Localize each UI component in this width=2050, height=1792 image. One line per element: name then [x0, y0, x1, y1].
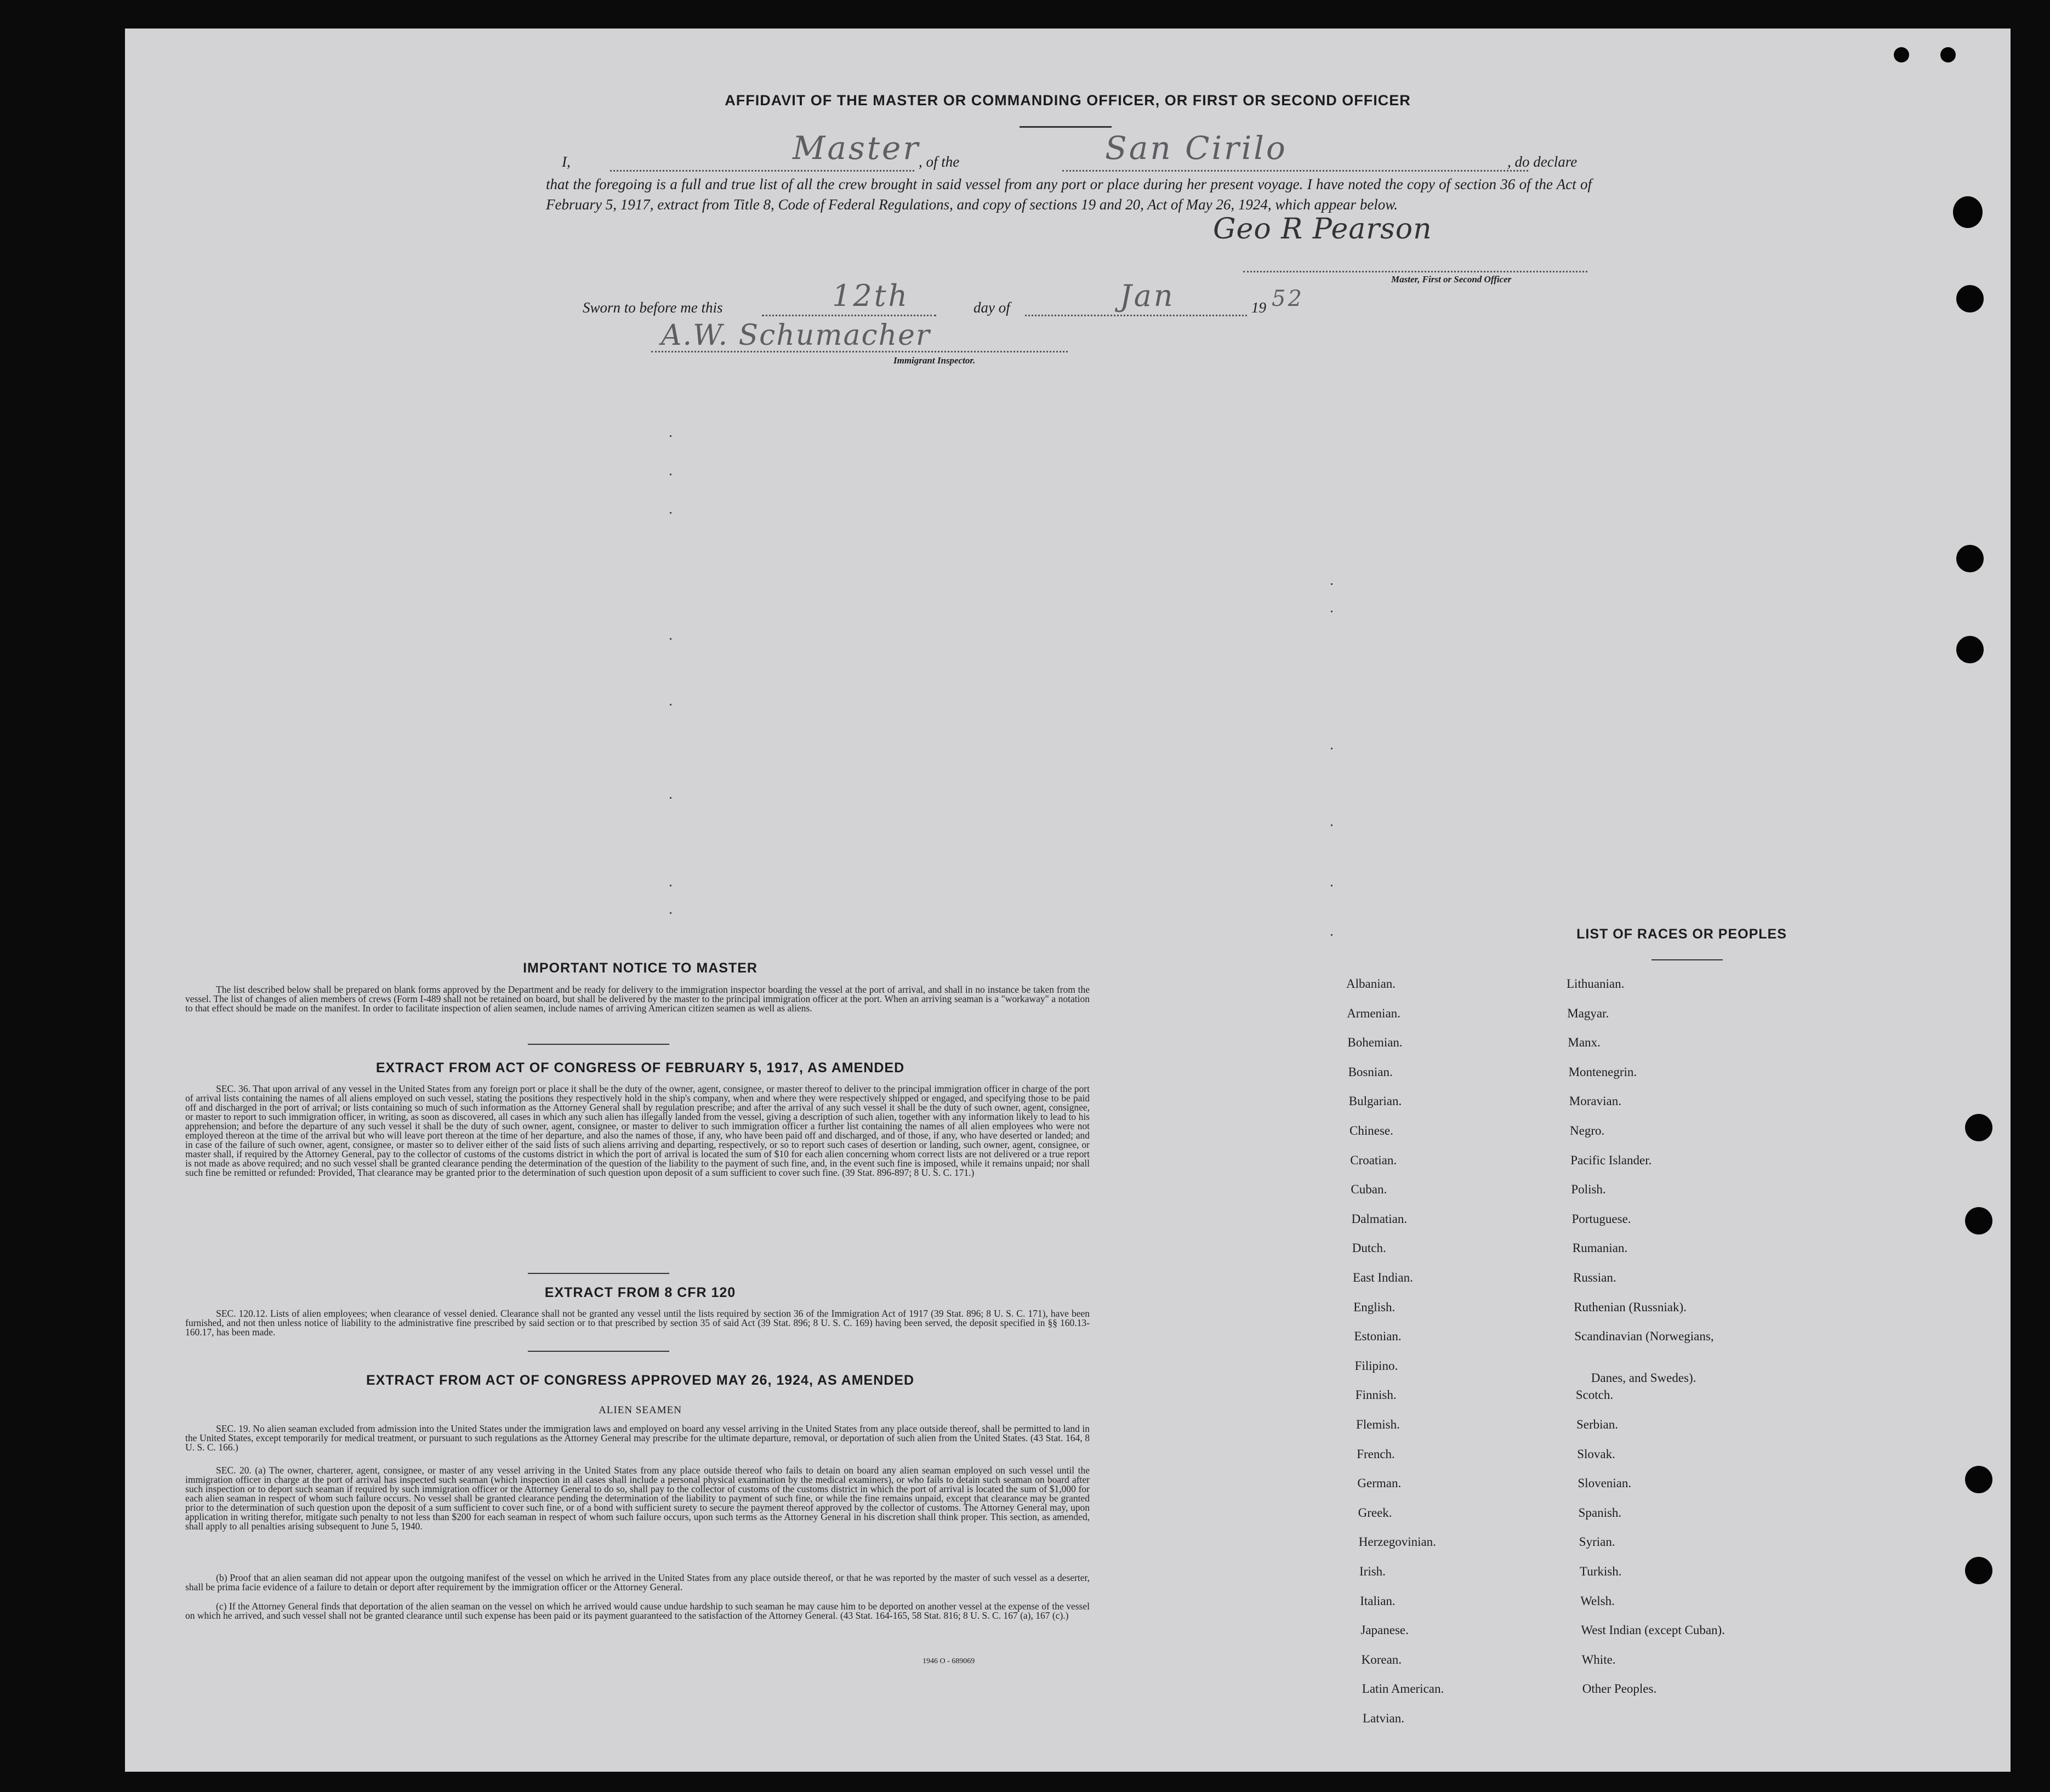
punch-hole: [1953, 196, 1983, 228]
race-item: Cuban.: [1351, 1182, 1387, 1197]
race-item: Magyar.: [1567, 1006, 1609, 1020]
punch-hole: [1956, 285, 1984, 312]
affidavit-title: AFFIDAVIT OF THE MASTER OR COMMANDING OFFICER, OR FIRST OR SECOND OFFICER: [725, 92, 1411, 109]
races-title: LIST OF RACES OR PEOPLES: [1576, 926, 1787, 942]
race-item: Filipino.: [1354, 1358, 1398, 1373]
scan-mark: [1331, 885, 1332, 886]
race-item: West Indian (except Cuban).: [1581, 1623, 1725, 1637]
extract-cfr-title: EXTRACT FROM 8 CFR 120: [544, 1285, 736, 1300]
notice-text: The list described below shall be prepared on blank forms approved by the Department and be ready for delivery to the immigration inspector boarding the vessel at the port of arrival, and shall in no instance be taken from the vessel. The list of changes of alien members of crews (Form I-489 shall not be retained on board, but shall be delivered by the master to the principal immigration officer at the port. When an arriving seaman is a "workaway" a notation to that effect should be made on the manifest. In order to facilitate inspection of alien seamen, include names of arriving American citizen seamen as well as aliens.: [185, 984, 1090, 1014]
race-item: Montenegrin.: [1568, 1065, 1637, 1079]
extract-1924-sec19: SEC. 19. No alien seaman excluded from admission into the United States under the immigration laws and employed on board any vessel arriving in the United States from any place outside thereof, shall be permitted to land in the United States, except temporarily for medical treatment, or pursuant to such regulations as the Attorney General may prescribe for the ultimate departure, removal, or deportation of such alien from the United States. (43 Stat. 164, 8 U. S. C. 166.): [185, 1423, 1090, 1453]
race-item: Negro.: [1570, 1124, 1605, 1137]
master-name-handwritten: Master: [793, 129, 921, 167]
extract-1917-title: EXTRACT FROM ACT OF CONGRESS OF FEBRUARY 5, 1917, AS AMENDED: [375, 1060, 905, 1076]
race-item: East Indian.: [1353, 1271, 1413, 1284]
race-item: Slovak.: [1577, 1447, 1615, 1461]
race-item: Turkish.: [1580, 1565, 1622, 1578]
race-item: Serbian.: [1576, 1418, 1619, 1431]
sworn-month-handwritten: Jan: [1120, 278, 1175, 313]
affidavit-body: that the foregoing is a full and true list of all the crew brought in said vessel from any port or place during her present voyage. I have noted the copy of section 36 of the Act of February 5, 1917, extract from Title 8, Code of Federal Regulations, and copy of sections 19 and 20, Act of May 26, 1924, which appear below.: [546, 176, 1592, 213]
race-item: Spanish.: [1578, 1505, 1622, 1520]
scan-mark: [670, 512, 671, 514]
scan-mark: [1331, 611, 1332, 612]
scan-mark: [1331, 934, 1332, 936]
race-item: Polish.: [1571, 1182, 1606, 1197]
race-item: Estonian.: [1354, 1329, 1402, 1344]
race-item: Russian.: [1573, 1271, 1616, 1284]
race-item: Scotch.: [1575, 1388, 1614, 1402]
scan-mark: [670, 797, 671, 799]
race-item: Greek.: [1358, 1505, 1392, 1520]
punch-hole: [1894, 47, 1909, 62]
punch-hole: [1965, 1557, 1992, 1584]
extract-1924-sec20a: SEC. 20. (a) The owner, charterer, agent, consignee, or master of any vessel arriving in the United States from any place outside thereof who fails to detain on board any alien seaman employed on such vessel until the immigration officer in charge at the port of arrival has inspected such seaman (which inspection in all cases shall include a personal physical examination by the medical examiners), or who fails to detain such seaman on board after such inspection or to deport such seaman if required by such immigration officer or the Attorney General to do so, shall pay to the collector of customs of the customs district in which the port of arrival is located the sum of $1,000 for each alien seaman in respect of whom such failure occurs. No vessel shall be granted clearance pending the determination of the liability to payment of such fine, or while the fine remains unpaid, except that clearance may be granted prior to the determination of such question upon the deposit of a sum sufficient to cover such fine, or of a bond with sufficient surety to secure the payment thereof approved by the collector of customs. The Attorney General may, upon application in writing therefor, mitigate such penalty to not less than $200 for each seaman in respect of whom such failure occurs, upon such terms as the Attorney General in his discretion shall think proper. This section, as amended, shall apply to all penalties arising subsequent to June 5, 1940.: [185, 1465, 1090, 1532]
extract-1924-title: EXTRACT FROM ACT OF CONGRESS APPROVED MAY 26, 1924, AS AMENDED: [366, 1373, 915, 1388]
punch-hole: [1940, 47, 1956, 62]
vessel-field-line: [1062, 170, 1528, 172]
race-item: Dutch.: [1352, 1241, 1386, 1255]
race-item: Armenian.: [1347, 1006, 1400, 1020]
extract-cfr-text: SEC. 120.12. Lists of alien employees; when clearance of vessel denied. Clearance shall not be granted any vessel until the lists required by section 36 of the Immigration Act of 1917 (39 Stat. 896; 8 U. S. C. 171), have been furnished, and not then unless notice of liability to the administrative fine prescribed by said section or to that prescribed by section 35 of said Act (39 Stat. 896; 8 U. S. C. 169) having been served, the deposit specified in §§ 160.13-160.17, has been made.: [185, 1308, 1090, 1338]
sworn-day-line: [762, 315, 936, 316]
scan-mark: [670, 885, 671, 886]
race-item: Portuguese.: [1571, 1211, 1631, 1226]
race-item: Flemish.: [1356, 1418, 1400, 1431]
master-signature-handwritten: Geo R Pearson: [1213, 213, 1432, 246]
inspector-signature-handwritten: A.W. Schumacher: [661, 319, 931, 352]
signature-label: Master, First or Second Officer: [1391, 274, 1512, 285]
signature-line: [1243, 271, 1587, 272]
race-item: French.: [1357, 1447, 1395, 1461]
race-item: German.: [1357, 1476, 1402, 1491]
scan-mark: [1331, 583, 1332, 585]
sworn-year-handwritten: 52: [1272, 286, 1304, 311]
scan-mark: [1331, 748, 1332, 749]
punch-hole: [1956, 636, 1984, 663]
sworn-prefix: Sworn to before me this: [583, 299, 723, 316]
race-item: Rumanian.: [1572, 1241, 1628, 1255]
notice-divider: [528, 1044, 669, 1045]
race-item: Other Peoples.: [1582, 1682, 1657, 1696]
scan-mark: [670, 474, 671, 475]
affidavit-line1-of: , of the: [919, 153, 960, 170]
race-item: Irish.: [1359, 1565, 1386, 1578]
race-item: Syrian.: [1579, 1535, 1615, 1549]
inspector-label: Immigrant Inspector.: [893, 355, 976, 366]
race-item: Italian.: [1360, 1594, 1396, 1608]
scan-mark: [670, 704, 671, 706]
name-field-line: [610, 170, 914, 172]
sworn-day-of: day of: [973, 299, 1010, 316]
races-divider: [1652, 959, 1723, 960]
race-item: Pacific Islander.: [1570, 1153, 1652, 1167]
punch-hole: [1965, 1114, 1992, 1141]
race-item: Bulgarian.: [1348, 1094, 1402, 1108]
print-code: 1946 O - 689069: [922, 1657, 975, 1665]
scan-mark: [670, 912, 671, 914]
race-item: Latin American.: [1362, 1682, 1444, 1696]
race-item: Finnish.: [1355, 1388, 1397, 1402]
race-item: Scandinavian (Norwegians,: [1574, 1329, 1714, 1344]
race-item: White.: [1581, 1652, 1616, 1666]
race-item: Chinese.: [1349, 1124, 1393, 1137]
race-item: Moravian.: [1569, 1094, 1621, 1108]
race-item: Latvian.: [1363, 1711, 1404, 1725]
race-item: Danes, and Swedes).: [1591, 1370, 1696, 1385]
race-item: Croatian.: [1350, 1153, 1397, 1167]
affidavit-line1-prefix: I,: [562, 153, 571, 170]
affidavit-line1-suffix: , do declare: [1507, 153, 1578, 170]
scan-mark: [1331, 824, 1332, 826]
title-divider: [1020, 126, 1112, 128]
scan-mark: [670, 638, 671, 640]
race-item: Korean.: [1361, 1652, 1402, 1666]
notice-title: IMPORTANT NOTICE TO MASTER: [523, 960, 758, 976]
race-item: Slovenian.: [1578, 1476, 1632, 1491]
race-item: Japanese.: [1360, 1623, 1409, 1637]
race-item: English.: [1353, 1300, 1396, 1314]
punch-hole: [1965, 1466, 1992, 1493]
scan-mark: [670, 435, 671, 437]
extract-1917-text: SEC. 36. That upon arrival of any vessel in the United States from any foreign port or place it shall be the duty of the owner, agent, consignee, or master thereof to deliver to the principal immigration officer in charge of the port of arrival lists containing the names of all aliens employed on such vessel, stating the positions they respectively hold in the ship's company, when and where they were respectively shipped or engaged, and specifying those to be paid off and discharged in the port of arrival; or lists containing so much of such information as the Attorney General shall by regulation prescribe; and after the arrival of any such vessel it shall be the duty of such owner, agent, consignee, or master to report to such immigration officer, in writing, as soon as discovered, all cases in which any such alien has illegally landed from the vessel, giving a description of such alien, together with any information likely to lead to his apprehension; and before the departure of any such vessel it shall be the duty of such owner, agent, consignee, or master to deliver to such immigration officer a further list containing the names of all alien employees who were not employed thereon at the time of the arrival but who will leave port thereon at the time of her departure, and also the names of those, if any, who have been paid off and discharged, and of those, if any, who have deserted or landed; and in case of the failure of such owner, agent, consignee, or master so to deliver either of the said lists of such aliens arriving and departing, respectively, or so to report such cases of desertion or landing, such owner, agent, consignee, or master shall, if required by the Attorney General, pay to the collector of customs of the customs district in which the port of arrival is located the sum of $10 for each alien concerning whom correct lists are not delivered or a true report is not made as above required; and no such vessel shall be granted clearance pending the determination of the question of the liability to the payment of such fine, and, in the event such fine is imposed, while it remains unpaid; nor shall such fine be remitted or refunded: Provided, That clearance may be granted prior to the determination of such question upon deposit of a sum sufficient to cover such fine. (39 Stat. 896-897; 8 U. S. C. 171.): [185, 1083, 1090, 1178]
race-item: Bosnian.: [1348, 1065, 1393, 1079]
race-item: Lithuanian.: [1567, 977, 1625, 991]
extract-1924-sec20c: (c) If the Attorney General finds that deportation of the alien seaman on the vessel on which he arrived would cause undue hardship to such seaman he may cause him to be deported on another vessel at the expense of the vessel on which he arrived, and such vessel shall not be granted clearance until such expense has been paid or its payment guaranteed to the satisfaction of the Attorney General. (43 Stat. 164-165, 58 Stat. 816; 8 U. S. C. 167 (a), 167 (c).): [185, 1601, 1090, 1621]
punch-hole: [1965, 1207, 1992, 1235]
extract-cfr-divider: [528, 1351, 669, 1352]
document-page: [125, 29, 2011, 1772]
race-item: Herzegovinian.: [1358, 1535, 1436, 1549]
sworn-day-handwritten: 12th: [832, 278, 910, 313]
sworn-month-line: [1025, 315, 1247, 316]
race-item: Manx.: [1568, 1036, 1601, 1050]
extract-1924-sec20b: (b) Proof that an alien seaman did not appear upon the outgoing manifest of the vessel on which he arrived in the United States from any place outside thereof, or that he was reported by the master of such vessel as a deserter, shall be prima facie evidence of a failure to detain or deport after requirement by the immigration officer or the Attorney General.: [185, 1572, 1090, 1592]
extract-1917-divider: [528, 1273, 669, 1274]
extract-1924-subtitle: ALIEN SEAMEN: [599, 1404, 682, 1416]
race-item: Ruthenian (Russniak).: [1574, 1300, 1687, 1314]
inspector-line: [651, 351, 1068, 352]
race-item: Bohemian.: [1347, 1036, 1403, 1050]
vessel-name-handwritten: San Cirilo: [1105, 129, 1288, 167]
race-item: Albanian.: [1346, 977, 1396, 991]
race-item: Welsh.: [1580, 1594, 1615, 1608]
punch-hole: [1956, 545, 1984, 572]
sworn-year-prefix: 19: [1251, 299, 1266, 316]
race-item: Dalmatian.: [1351, 1211, 1408, 1226]
